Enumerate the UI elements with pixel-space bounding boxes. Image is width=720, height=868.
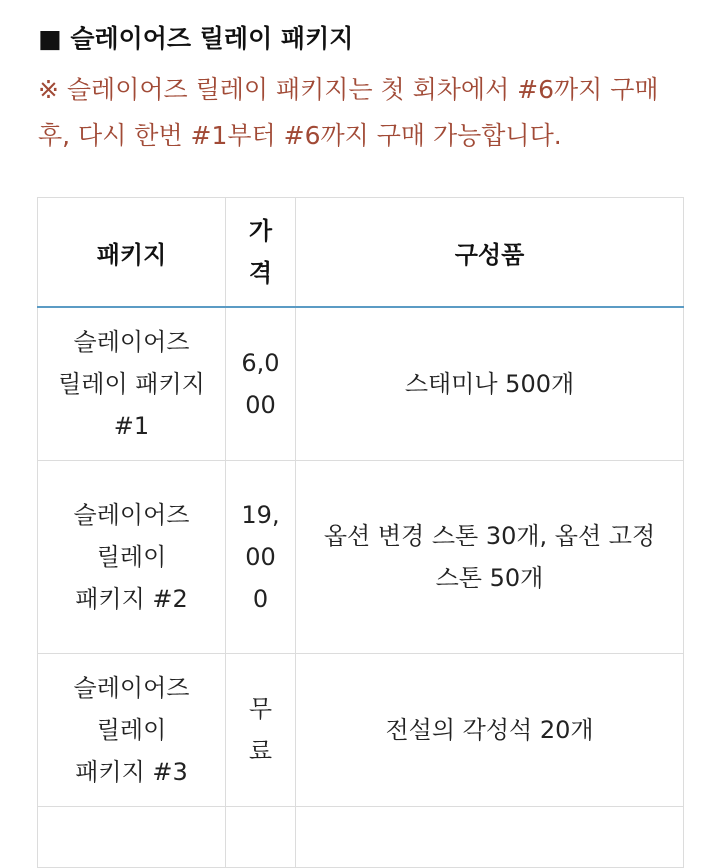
price-cell xyxy=(226,807,296,868)
package-name-cell: 슬레이어즈 릴레이 패키지 #2 xyxy=(38,461,226,654)
header-price: 가격 xyxy=(226,198,296,308)
price-cell: 6,000 xyxy=(226,307,296,461)
header-package: 패키지 xyxy=(38,198,226,308)
table-row xyxy=(38,461,684,654)
table-row xyxy=(38,307,684,461)
package-name-cell: 슬레이어즈 릴레이 패키지 #3 xyxy=(38,654,226,807)
table-row xyxy=(38,654,684,807)
price-cell: 무료 xyxy=(226,654,296,807)
contents-cell: 전설의 각성석 20개 xyxy=(296,654,684,807)
notice-line-1: ※ 슬레이어즈 릴레이 패키지는 첫 회차에서 #6까지 구매 xyxy=(38,75,659,104)
relay-notice xyxy=(38,67,688,159)
contents-cell: 옵션 변경 스톤 30개, 옵션 고정 스톤 50개 xyxy=(296,461,684,654)
notice-line-2: 후, 다시 한번 #1부터 #6까지 구매 가능합니다. xyxy=(38,121,562,150)
section-heading: ■ 슬레이어즈 릴레이 패키지 xyxy=(38,24,354,53)
package-table xyxy=(37,197,684,868)
package-name-cell xyxy=(38,807,226,868)
contents-cell: 스태미나 500개 xyxy=(296,307,684,461)
price-cell: 19,000 xyxy=(226,461,296,654)
header-contents: 구성품 xyxy=(296,198,684,308)
package-name-cell: 슬레이어즈 릴레이 패키지 #1 xyxy=(38,307,226,461)
table-row xyxy=(38,807,684,868)
contents-cell xyxy=(296,807,684,868)
table-header-row xyxy=(38,198,684,308)
